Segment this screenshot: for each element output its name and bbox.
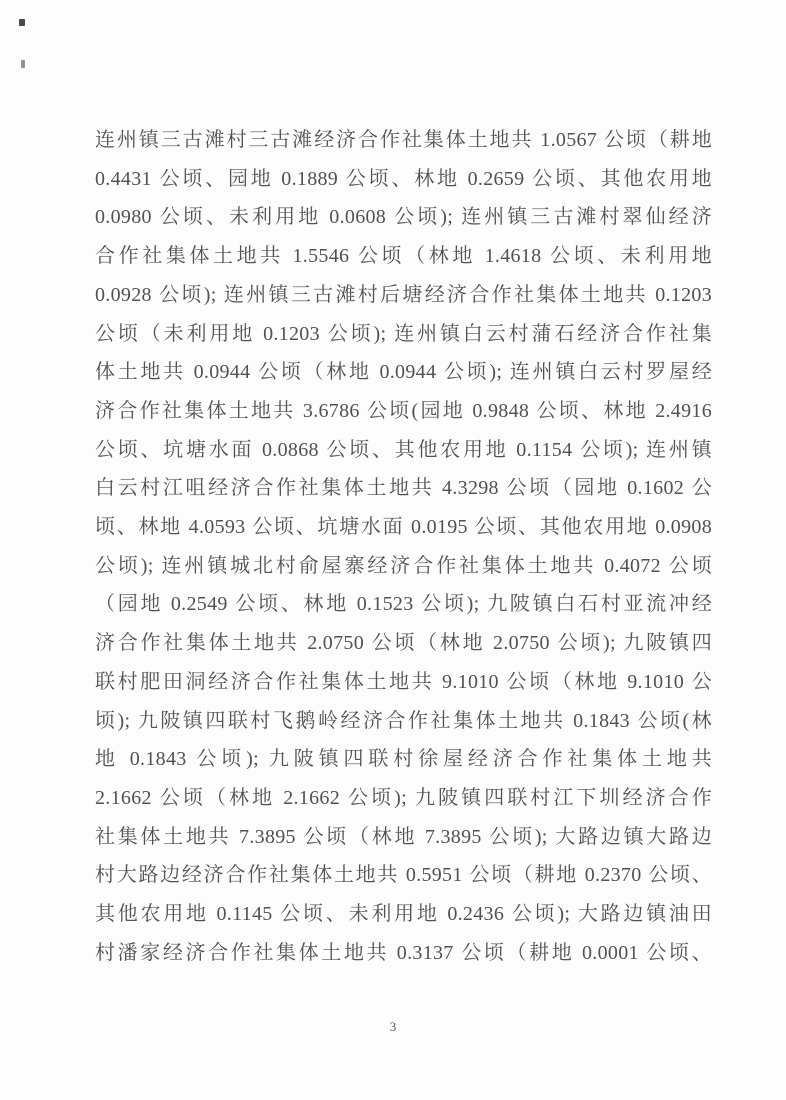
text-line: 济合作社集体土地共 2.0750 公顷（林地 2.0750 公顷); 九陂镇四 [95,632,712,655]
text-line: 2.1662 公顷（林地 2.1662 公顷); 九陂镇四联村江下圳经济合作 [95,786,712,809]
text-line: 0.0928 公顷); 连州镇三古滩村后塘经济合作社集体土地共 0.1203 [95,283,712,306]
text-line: 连州镇三古滩村三古滩经济合作社集体土地共 1.0567 公顷（耕地 [95,129,712,151]
text-line: 公顷、坑塘水面 0.0868 公顷、其他农用地 0.1154 公顷); 连州镇 [95,438,712,461]
scan-speck-icon [19,19,25,26]
text-line: （园地 0.2549 公顷、林地 0.1523 公顷); 九陂镇白石村亚流冲经 [95,593,712,616]
text-line: 0.0980 公顷、未利用地 0.0608 公顷); 连州镇三古滩村翠仙经济 [95,206,712,229]
text-line: 地 0.1843 公顷); 九陂镇四联村徐屋经济合作社集体土地共 [95,748,712,771]
text-line: 济合作社集体土地共 3.6786 公顷(园地 0.9848 公顷、林地 2.4916 [95,399,712,422]
text-line: 其他农用地 0.1145 公顷、未利用地 0.2436 公顷); 大路边镇油田 [95,903,712,926]
body-text [95,121,712,972]
text-line: 公顷); 连州镇城北村俞屋寨经济合作社集体土地共 0.4072 公顷 [95,554,712,577]
scan-speck-icon [21,60,25,68]
text-line: 社集体土地共 7.3895 公顷（林地 7.3895 公顷); 大路边镇大路边 [95,825,712,848]
text-line: 合作社集体土地共 1.5546 公顷（林地 1.4618 公顷、未利用地 [95,245,712,268]
text-line: 顷、林地 4.0593 公顷、坑塘水面 0.0195 公顷、其他农用地 0.0908 [95,516,712,539]
text-line: 体土地共 0.0944 公顷（林地 0.0944 公顷); 连州镇白云村罗屋经 [95,361,712,384]
text-line: 村大路边经济合作社集体土地共 0.5951 公顷（耕地 0.2370 公顷、 [95,864,712,887]
text-line: 顷); 九陂镇四联村飞鹅岭经济合作社集体土地共 0.1843 公顷(林 [95,709,712,732]
page-number: 3 [389,1019,397,1034]
text-line: 0.4431 公顷、园地 0.1889 公顷、林地 0.2659 公顷、其他农用地 [95,167,712,190]
text-line: 白云村江咀经济合作社集体土地共 4.3298 公顷（园地 0.1602 公 [95,477,712,500]
text-line: 公顷（未利用地 0.1203 公顷); 连州镇白云村蒲石经济合作社集 [95,322,712,345]
text-line: 联村肥田洞经济合作社集体土地共 9.1010 公顷（林地 9.1010 公 [95,670,712,693]
text-line: 村潘家经济合作社集体土地共 0.3137 公顷（耕地 0.0001 公顷、 [95,941,712,964]
